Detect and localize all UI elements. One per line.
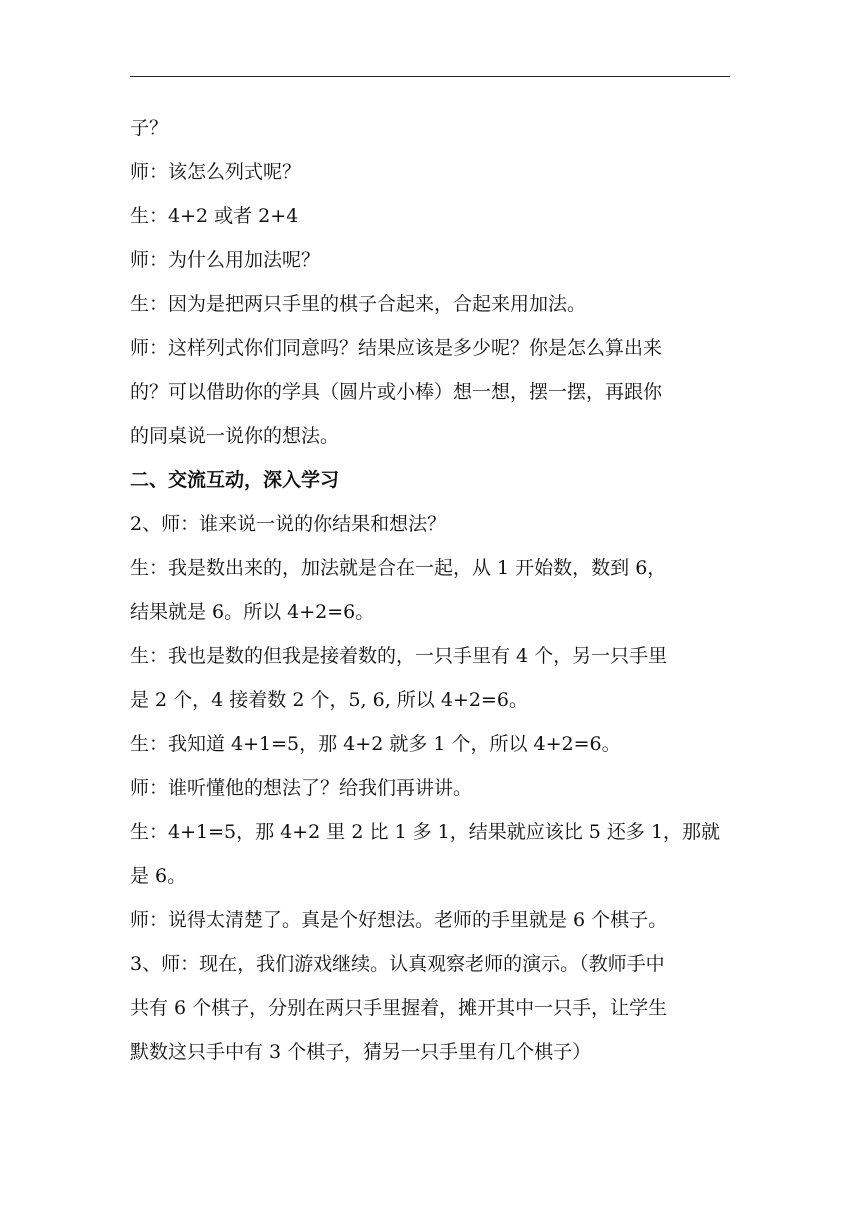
section-heading: 二、交流互动，深入学习 <box>130 469 340 491</box>
text-line: 师：该怎么列式呢？ <box>130 161 302 183</box>
text-line: 生：我知道 4+1=5，那 4+2 就多 1 个，所以 4+2=6。 <box>130 733 621 755</box>
text-line: 师：说得太清楚了。真是个好想法。老师的手里就是 6 个棋子。 <box>130 909 668 931</box>
text-line: 2、师：谁来说一说的你结果和想法？ <box>130 513 447 535</box>
text-line: 师：为什么用加法呢？ <box>130 249 321 271</box>
text-line: 结果就是 6。所以 4+2=6。 <box>130 601 375 623</box>
text-line: 生：4+2 或者 2+4 <box>130 205 299 227</box>
text-line: 生：我也是数的但我是接着数的，一只手里有 4 个，另一只手里 <box>130 645 668 667</box>
text-line: 默数这只手中有 3 个棋子，猜另一只手里有几个棋子） <box>130 1041 592 1063</box>
text-line: 的？可以借助你的学具（圆片或小棒）想一想，摆一摆，再跟你 <box>130 381 663 403</box>
text-line: 生：我是数出来的，加法就是合在一起，从 1 开始数，数到 6， <box>130 557 667 579</box>
text-line: 子？ <box>130 117 169 139</box>
text-line: 师：这样列式你们同意吗？结果应该是多少呢？你是怎么算出来 <box>130 337 663 359</box>
text-line: 生：因为是把两只手里的棋子合起来，合起来用加法。 <box>130 293 587 315</box>
text-line: 的同桌说一说你的想法。 <box>130 425 340 447</box>
document-body <box>130 106 732 1074</box>
text-line: 3、师：现在，我们游戏继续。认真观察老师的演示。（教师手中 <box>130 953 665 975</box>
text-line: 是 2 个，4 接着数 2 个，5, 6, 所以 4+2=6。 <box>130 689 528 711</box>
text-line: 生：4+1=5，那 4+2 里 2 比 1 多 1，结果就应该比 5 还多 1，那就 <box>130 821 721 843</box>
text-line: 是 6。 <box>130 865 187 887</box>
text-line: 共有 6 个棋子，分别在两只手里握着，摊开其中一只手，让学生 <box>130 997 668 1019</box>
header-rule <box>130 76 730 77</box>
text-line: 师：谁听懂他的想法了？给我们再讲讲。 <box>130 777 473 799</box>
